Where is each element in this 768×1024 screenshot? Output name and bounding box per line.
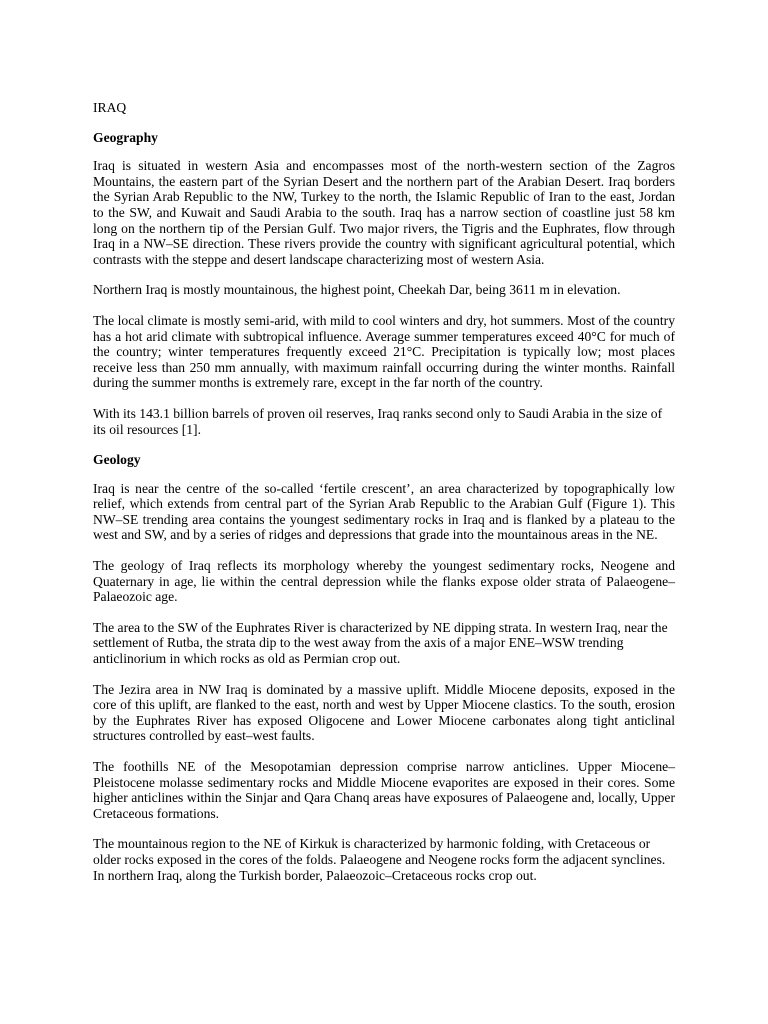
section-geography: [93, 130, 675, 438]
section-heading-geography: Geography: [93, 129, 158, 145]
document-title: IRAQ: [93, 100, 127, 115]
paragraph: Iraq is near the centre of the so-called ‘fertile crescent’, an area characterized by topographically low relief, which extends from central part of the Syrian Arab Republic to the Arabian Gulf (Figure 1). This NW–SE trending area contains the youngest sedimentary rocks in Iraq and is flanked by a plateau to the west and SW, and by a series of ridges and depressions that grade into the mountainous areas in the NE.: [93, 480, 675, 543]
paragraph: The Jezira area in NW Iraq is dominated by a massive uplift. Middle Miocene deposits, exposed in the core of this uplift, are flanked to the east, north and west by Upper Miocene clastics. To the south, erosion by the Euphrates River has exposed Oligocene and Lower Miocene carbonates along tight anticlinal structures controlled by east–west faults.: [93, 681, 675, 744]
paragraph: Iraq is situated in western Asia and encompasses most of the north-western section of the Zagros Mountains, the eastern part of the Syrian Desert and the northern part of the Arabian Desert. Iraq borders the Syrian Arab Republic to the NW, Turkey to the north, the Islamic Republic of Iran to the east, Jordan to the SW, and Kuwait and Saudi Arabia to the south. Iraq has a narrow section of coastline just 58 km long on the northern tip of the Persian Gulf. Two major rivers, the Tigris and the Euphrates, flow through Iraq in a NW–SE direction. These rivers provide the country with significant agricultural potential, which contrasts with the steppe and desert landscape characterizing most of western Asia.: [93, 158, 675, 267]
paragraph: Northern Iraq is mostly mountainous, the highest point, Cheekah Dar, being 3611 m in elevation.: [93, 282, 621, 298]
section-geology: [93, 452, 675, 883]
paragraph: With its 143.1 billion barrels of proven oil reserves, Iraq ranks second only to Saudi Arabia in the size of its oil resources [1].: [93, 405, 663, 437]
paragraph: The mountainous region to the NE of Kirkuk is characterized by harmonic folding, with Cretaceous or older rocks exposed in the cores of the folds. Palaeogene and Neogene rocks form the adjacent synclines. In northern Iraq, along the Turkish border, Palaeozoic–Cretaceous rocks crop out.: [93, 836, 666, 883]
paragraph: The geology of Iraq reflects its morphology whereby the youngest sedimentary rocks, Neogene and Quaternary in age, lie within the central depression while the flanks expose older strata of Palaeogene–Palaeozoic age.: [93, 558, 675, 605]
section-heading-geology: Geology: [93, 452, 141, 468]
paragraph: The foothills NE of the Mesopotamian depression comprise narrow anticlines. Upper Miocene–Pleistocene molasse sedimentary rocks and Middle Miocene evaporites are exposed in their cores. Some higher anticlines within the Sinjar and Qara Chanq areas have exposures of Palaeogene and, locally, Upper Cretaceous formations.: [93, 759, 675, 821]
paragraph: The area to the SW of the Euphrates River is characterized by NE dipping strata. In western Iraq, near the settlement of Rutba, the strata dip to the west away from the axis of a major ENE–WSW trending anticlinorium in which rocks as old as Permian crop out.: [93, 619, 668, 667]
paragraph: The local climate is mostly semi-arid, with mild to cool winters and dry, hot summers. Most of the country has a hot arid climate with subtropical influence. Average summer temperatures exceed 40°C for much of the country; winter temperatures frequently exceed 21°C. Precipitation is typically low; most places receive less than 250 mm annually, with maximum rainfall occurring during the winter months. Rainfall during the summer months is extremely rare, except in the far north of the country.: [93, 312, 675, 391]
document-page: [93, 100, 675, 898]
